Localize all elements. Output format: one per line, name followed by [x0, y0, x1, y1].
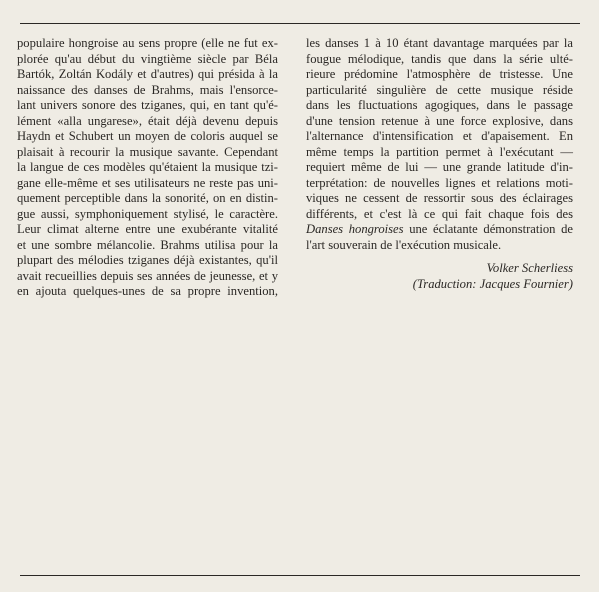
text-line: populaire hongroise au sens propre (elle ne fut ex- [17, 36, 278, 50]
text-line: particularité singulière de cette musique réside [306, 82, 573, 97]
text-line: fougue mélodique, tandis que dans la série ulté- [306, 51, 573, 66]
text-line: l'art souverain de l'exécution musicale. [306, 237, 502, 252]
text-line: lant univers sonore des tziganes, qui, en tant qu'é- [17, 98, 278, 112]
text-line: même temps la partition permet à l'exécutant — [306, 144, 573, 159]
text-line: d'une tension retenue à une force explosive, dans [306, 113, 573, 128]
text-fragment: une éclatante démonstration de [409, 222, 574, 236]
right-column [306, 36, 573, 292]
text-line-with-title [306, 222, 573, 238]
text-line: Leur climat alterne entre une exubérante vitalité [17, 222, 278, 236]
text-line: rieure prédomine l'atmosphère de tristesse. Une [306, 67, 573, 81]
text-line: les danses 1 à 10 étant davantage marquées par la [306, 36, 573, 50]
text-line: gue aussi, symphoniquement stylisé, le caractère. [17, 206, 278, 221]
text-line: la langue de ces modèles qu'étaient la musique tzi- [17, 160, 278, 174]
text-line: requiert même de lui — une grande latitude d'in- [306, 160, 573, 174]
text-line: viques ne cessent de ressortir sous des éclairages [306, 191, 573, 205]
text-line: terprétation: de nouvelles lignes et relations moti- [306, 175, 573, 190]
author-signature: Volker Scherliess [486, 261, 573, 275]
translator-credit: (Traduction: Jacques Fournier) [412, 276, 573, 291]
text-line: Haydn et Schubert un moyen de coloris auquel se [17, 129, 278, 143]
text-line: l'alternance d'intensification et d'apaisement. En [306, 129, 573, 143]
text-line: Bartók, Zoltán Kodály et d'autres) qui présida à la [17, 67, 278, 81]
italic-title: Danses hongroises [306, 222, 404, 236]
bottom-rule [20, 575, 580, 576]
top-rule [20, 23, 580, 24]
text-line: naissance des danses de Brahms, mais l'ensorce- [17, 82, 278, 97]
text-line: lément «alla ungarese», était déjà devenu depuis [17, 113, 278, 128]
text-line: en ajouta quelques-unes de sa propre invention, [17, 284, 278, 298]
text-line: et une sombre mélancolie. Brahms utilisa pour la [17, 237, 278, 252]
text-line: plaisait à recourir la musique savante. Cependant [17, 144, 278, 159]
text-line: plorée qu'au début du vingtième siècle par Béla [17, 51, 278, 66]
text-line: gane elle-même et ses utilisateurs ne reste pas uni- [17, 175, 278, 190]
text-line: quement perceptible dans la sonorité, on en distin- [17, 191, 278, 205]
left-column [17, 36, 278, 300]
text-line: plupart des mélodies tziganes déjà existantes, qu'il [17, 253, 278, 267]
text-line: avait recueillies depuis ses années de jeunesse, et y [17, 268, 278, 283]
text-line: différents, et c'est là ce qui fait chaque fois des [306, 206, 573, 221]
text-line: dans les fluctuations agogiques, dans le passage [306, 98, 573, 112]
